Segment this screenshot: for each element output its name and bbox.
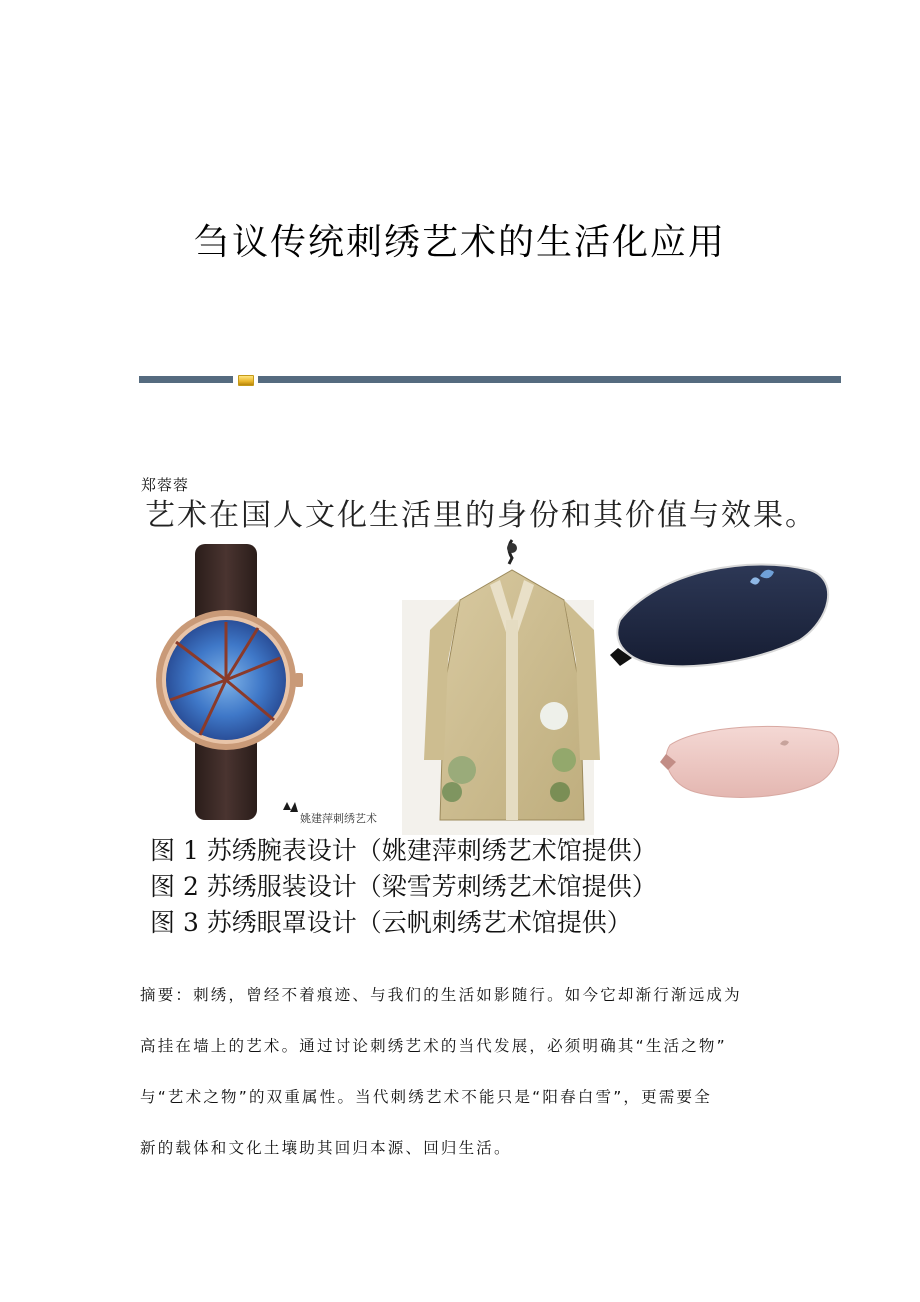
abstract-line: 摘要：刺绣，曾经不着痕迹、与我们的生活如影随行。如今它却渐行渐远成为: [140, 986, 742, 1004]
caption-figure-1: 图 1 苏绣腕表设计（姚建萍刺绣艺术馆提供）: [150, 836, 657, 865]
divider-gem-icon: [238, 375, 254, 386]
caption-figure-2: 图 2 苏绣服装设计（梁雪芳刺绣艺术馆提供）: [150, 872, 657, 901]
embroidered-eye-mask-navy-image: [610, 564, 828, 666]
document-title: 刍议传统刺绣艺术的生活化应用: [193, 222, 726, 263]
figure-captions: [150, 833, 657, 941]
divider-bar-right: [258, 376, 841, 383]
caption-figure-3: 图 3 苏绣眼罩设计（云帆刺绣艺术馆提供）: [150, 908, 632, 937]
embroidered-eye-mask-pink-image: [660, 726, 839, 797]
author-name: 郑蓉蓉: [141, 476, 190, 494]
embroidered-coat-image: [402, 540, 600, 835]
cropped-text: 艺术在国人文化生活里的身份和其价值与效果。: [145, 498, 817, 533]
abstract-line: 高挂在墙上的艺术。通过讨论刺绣艺术的当代发展，必须明确其“生活之物”: [140, 1037, 727, 1055]
divider-bar-left: [139, 376, 233, 383]
product-figure: [140, 530, 840, 835]
title-divider: [139, 375, 841, 385]
abstract-line: 新的载体和文化土壤助其回归本源、回归生活。: [140, 1139, 512, 1157]
watch-logo-text: 姚建萍刺绣艺术: [300, 812, 377, 825]
embroidered-watch-image: [156, 544, 377, 825]
cropped-text-line: [139, 498, 817, 533]
abstract-line: 与“艺术之物”的双重属性。当代刺绣艺术不能只是“阳春白雪”，更需要全: [140, 1088, 712, 1106]
abstract: [140, 970, 780, 1174]
